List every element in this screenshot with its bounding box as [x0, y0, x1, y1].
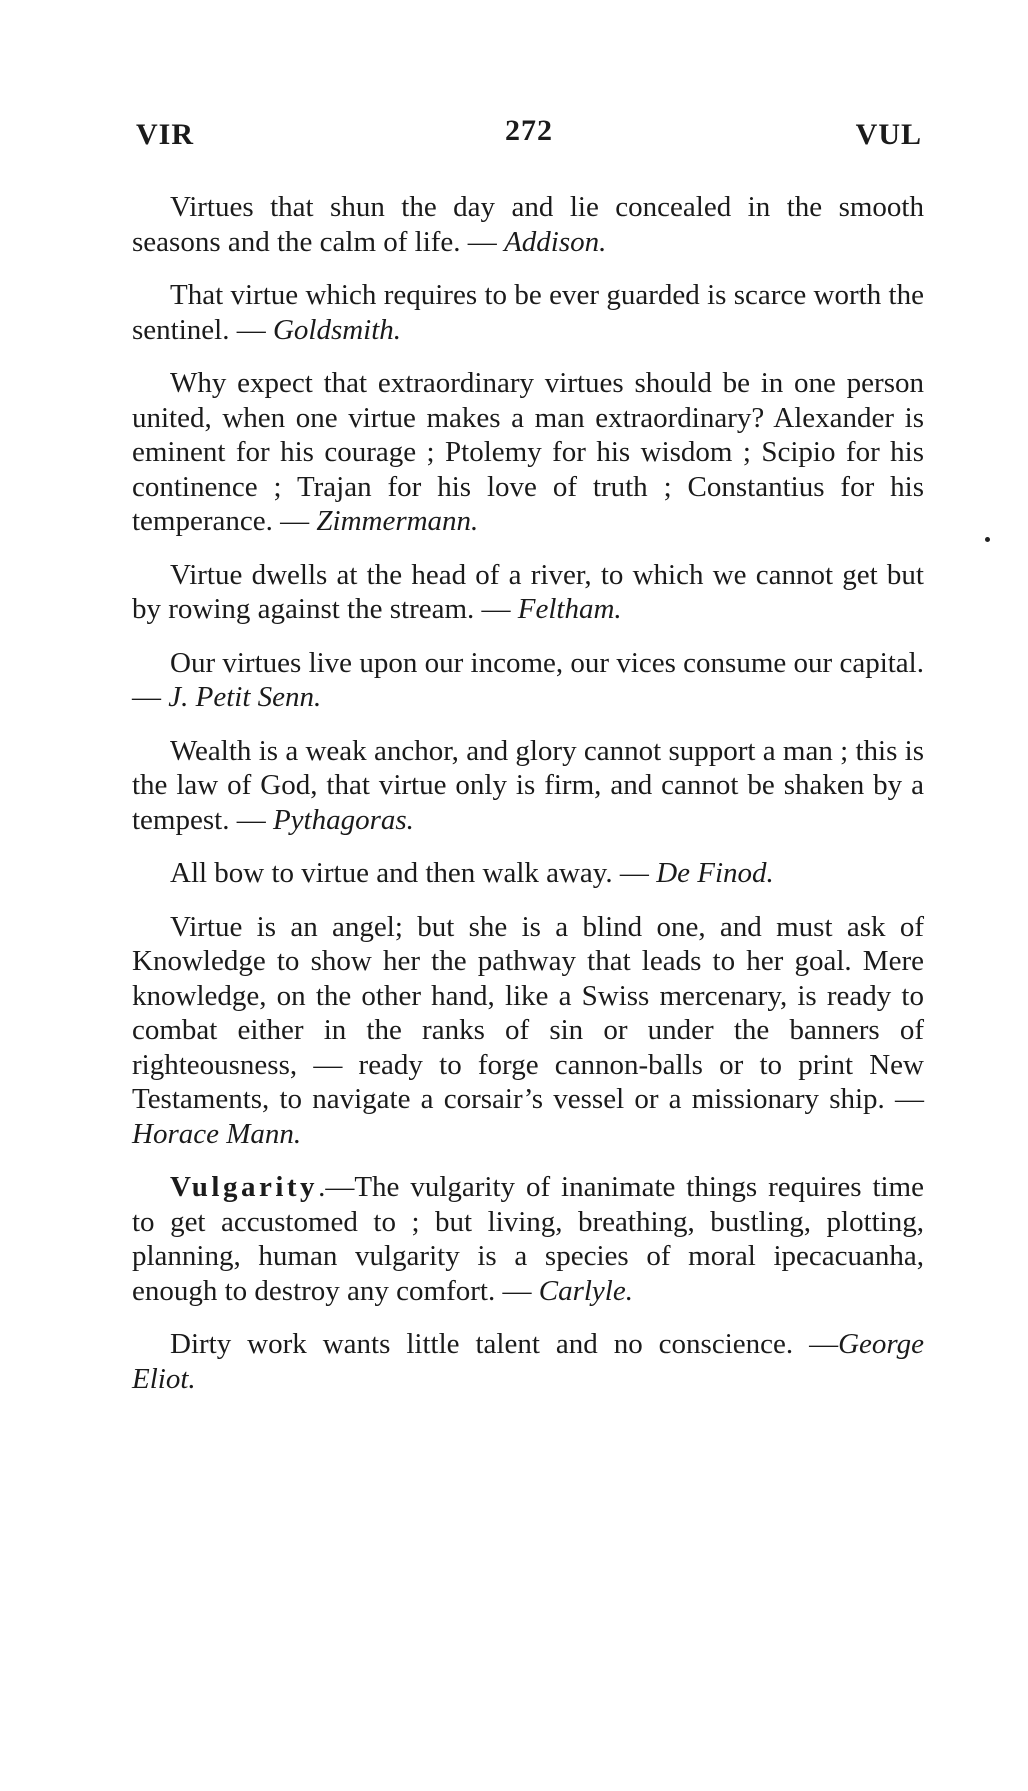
quote-text: Wealth is a weak anchor, and glory cannot support a man ; this is the law of God, that virtue only is firm, and cannot be shaken by a tempest. — — [132, 734, 924, 836]
quote-text: All bow to virtue and then walk away. — — [170, 857, 657, 889]
quote-entry — [132, 278, 924, 347]
quote-text: Why expect that extraordinary virtues should be in one person united, when one virtue makes a man extraordinary? Alexander is eminent for his courage ; Ptolemy for his wisdom ; Scipio for his continence ; Trajan for his love of truth ; Constantius for his temperance. — — [132, 367, 924, 537]
quote-text: That virtue which requires to be ever guarded is scarce worth the sentinel. — — [132, 279, 924, 346]
quote-author: Feltham. — [517, 593, 622, 625]
vulgarity-entry — [132, 1170, 924, 1308]
quote-entry — [132, 910, 924, 1152]
quote-author: Carlyle. — [538, 1274, 633, 1307]
quote-author: Zimmermann. — [316, 505, 479, 537]
topic-keyword: Vulgarity — [170, 1171, 319, 1203]
quote-entry — [132, 366, 924, 539]
ink-speck — [985, 537, 990, 542]
header-left-guide-word: VIR — [136, 118, 195, 151]
quote-text: .—The vulgarity of inanimate things requires time to get accustomed to ; but living, breathing, bustling, plotting, planning, human vulgarity is a species of moral ipecacuanha, enough to destroy any comfort. — — [132, 1171, 924, 1307]
quote-entry — [132, 190, 924, 259]
page-number: 272 — [505, 114, 553, 147]
running-header — [136, 114, 922, 158]
quote-entry — [132, 734, 924, 838]
quote-author: De Finod. — [656, 857, 774, 889]
quote-text: Our virtues live upon our income, our vices consume our capital. — — [132, 646, 924, 713]
quote-author: J. Petit Senn. — [168, 681, 322, 713]
quote-entry — [132, 646, 924, 715]
header-right-guide-word: VUL — [855, 118, 922, 151]
quote-entry — [132, 1327, 924, 1396]
quote-entry — [132, 558, 924, 627]
quote-text: Virtues that shun the day and lie concealed in the smooth seasons and the calm of life. — — [132, 191, 924, 258]
quote-text: Virtue is an angel; but she is a blind one, and must ask of Knowledge to show her the pathway that leads to her goal. Mere knowledge, on the other hand, like a Swiss mercenary, is ready to combat either in the ranks of sin or under the banners of righteousness, — ready to forge cannon-balls or to print New Testaments, to navigate a corsair’s vessel or a missionary ship. — — [132, 910, 924, 1115]
quote-author: Goldsmith. — [272, 313, 402, 346]
quote-author: George Eliot. — [132, 1328, 924, 1395]
quote-entry — [132, 856, 924, 891]
quote-text: Dirty work wants little talent and no conscience. — — [170, 1328, 839, 1360]
quote-author: Addison. — [504, 225, 607, 258]
quotation-body — [132, 190, 924, 1415]
quote-author: Horace Mann. — [132, 1117, 302, 1150]
quote-author: Pythagoras. — [272, 803, 414, 836]
quote-text: Virtue dwells at the head of a river, to which we cannot get but by rowing against the stream. — — [132, 558, 924, 625]
